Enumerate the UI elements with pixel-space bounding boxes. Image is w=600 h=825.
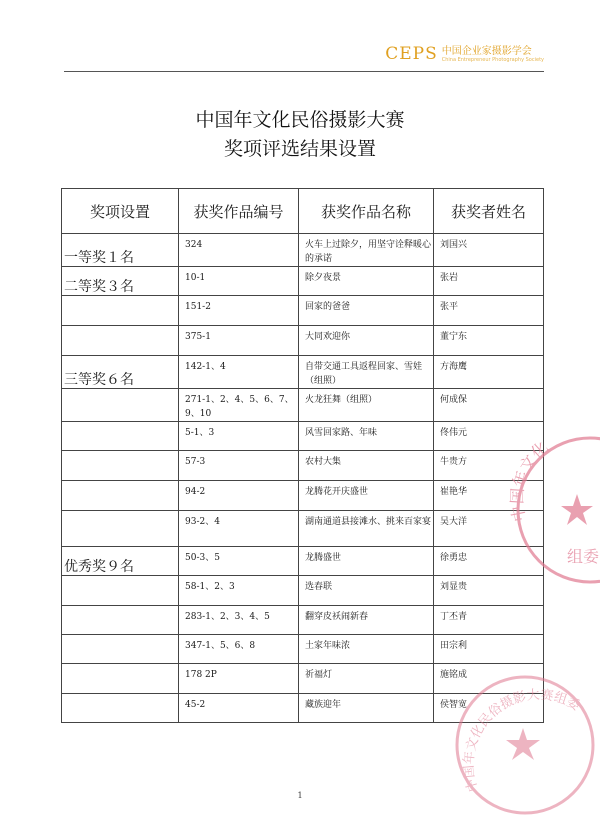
author-cell: 张岩 — [434, 267, 544, 296]
document-subtitle: 奖项评选结果设置 — [223, 138, 376, 160]
table-row — [62, 356, 544, 389]
entry-id-cell: 178 2P — [179, 664, 299, 694]
table-row — [62, 511, 544, 547]
entry-id-cell: 50-3、5 — [179, 547, 299, 576]
column-header-title: 获奖作品名称 — [299, 189, 434, 234]
entry-id-cell: 5-1、3 — [179, 422, 299, 451]
author-cell: 侯智宽 — [434, 694, 544, 723]
author-cell: 方海鹰 — [434, 356, 544, 389]
entry-title-cell: 土家年味浓 — [299, 635, 434, 664]
author-cell: 刘国兴 — [434, 234, 544, 267]
award-level-cell — [62, 481, 179, 511]
award-level-cell — [62, 451, 179, 481]
entry-title-cell: 藏族迎年 — [299, 694, 434, 723]
entry-id-cell: 57-3 — [179, 451, 299, 481]
table-row — [62, 267, 544, 296]
award-level-cell — [62, 576, 179, 606]
entry-title-cell: 龙腾花开庆盛世 — [299, 481, 434, 511]
author-cell: 吴大洋 — [434, 511, 544, 547]
page-number: 1 — [297, 791, 303, 800]
entry-id-cell: 347-1、5、6、8 — [179, 635, 299, 664]
table-row — [62, 389, 544, 422]
org-name-en: China Entrepreneur Photography Society — [441, 57, 544, 63]
table-header-row — [62, 189, 544, 234]
entry-title-cell: 龙腾盛世 — [299, 547, 434, 576]
entry-id-cell: 283-1、2、3、4、5 — [179, 606, 299, 635]
table-row — [62, 451, 544, 481]
entry-id-cell: 271-1、2、4、5、6、7、9、10 — [179, 389, 299, 422]
seal-upper-text: 中国年文化 — [507, 437, 552, 524]
entry-id-cell: 45-2 — [179, 694, 299, 723]
author-cell: 佟伟元 — [434, 422, 544, 451]
seal-upper-text-2: 组委 — [567, 547, 600, 566]
entry-id-cell: 10-1 — [179, 267, 299, 296]
table-row — [62, 234, 544, 267]
org-abbr: CEPS — [385, 44, 438, 64]
table-row — [62, 296, 544, 326]
author-cell: 刘显贵 — [434, 576, 544, 606]
entry-id-cell: 93-2、4 — [179, 511, 299, 547]
entry-title-cell: 大同欢迎你 — [299, 326, 434, 356]
author-cell: 徐勇忠 — [434, 547, 544, 576]
entry-id-cell: 151-2 — [179, 296, 299, 326]
table-row — [62, 422, 544, 451]
award-level-cell: 一等奖１名 — [62, 234, 179, 267]
entry-title-cell: 翻穿皮袄闹新春 — [299, 606, 434, 635]
award-level-cell — [62, 635, 179, 664]
column-header-level: 奖项设置 — [62, 189, 179, 234]
entry-title-cell: 除夕夜景 — [299, 267, 434, 296]
entry-title-cell: 火车上过除夕，用坚守诠释暖心的承诺 — [299, 234, 434, 267]
author-cell: 牛贵方 — [434, 451, 544, 481]
table-row — [62, 326, 544, 356]
award-rows — [62, 234, 544, 723]
table-row — [62, 694, 544, 723]
entry-title-cell: 祈福灯 — [299, 664, 434, 694]
award-level-cell — [62, 606, 179, 635]
table-row — [62, 606, 544, 635]
column-header-author: 获奖者姓名 — [434, 189, 544, 234]
seal-upper-star-icon — [561, 494, 593, 525]
header-rule — [64, 71, 544, 72]
award-level-cell — [62, 326, 179, 356]
award-level-cell: 优秀奖９名 — [62, 547, 179, 576]
seal-lower-star-icon — [506, 728, 540, 760]
entry-title-cell: 火龙狂舞（组照） — [299, 389, 434, 422]
table-row — [62, 664, 544, 694]
award-level-cell: 三等奖６名 — [62, 356, 179, 389]
org-names — [442, 46, 544, 63]
author-cell: 施铭成 — [434, 664, 544, 694]
award-level-cell — [62, 296, 179, 326]
award-level-cell — [62, 422, 179, 451]
entry-id-cell: 94-2 — [179, 481, 299, 511]
table-row — [62, 576, 544, 606]
award-level-cell — [62, 389, 179, 422]
org-name-cn: 中国企业家摄影学会 — [441, 46, 532, 57]
award-level-cell — [62, 511, 179, 547]
entry-id-cell: 375-1 — [179, 326, 299, 356]
table-row — [62, 547, 544, 576]
author-cell: 张平 — [434, 296, 544, 326]
entry-title-cell: 选春联 — [299, 576, 434, 606]
entry-id-cell: 58-1、2、3 — [179, 576, 299, 606]
awards-table — [61, 188, 544, 723]
entry-id-cell: 324 — [179, 234, 299, 267]
table-row — [62, 481, 544, 511]
seal-lower-text: 中国年文化民俗摄影大赛组委 — [461, 687, 583, 794]
entry-id-cell: 142-1、4 — [179, 356, 299, 389]
entry-title-cell: 自带交通工具返程回家、雪娃（组照） — [299, 356, 434, 389]
award-level-cell — [62, 664, 179, 694]
award-level-cell — [62, 694, 179, 723]
table-row — [62, 635, 544, 664]
award-level-cell: 二等奖３名 — [62, 267, 179, 296]
author-cell: 丁丕青 — [434, 606, 544, 635]
entry-title-cell: 风雪回家路、年味 — [299, 422, 434, 451]
author-cell: 董宁东 — [434, 326, 544, 356]
author-cell: 何成保 — [434, 389, 544, 422]
author-cell: 田宗利 — [434, 635, 544, 664]
author-cell: 崔艳华 — [434, 481, 544, 511]
column-header-id: 获奖作品编号 — [179, 189, 299, 234]
entry-title-cell: 农村大集 — [299, 451, 434, 481]
entry-title-cell: 回家的爸爸 — [299, 296, 434, 326]
document-title: 中国年文化民俗摄影大赛 — [195, 109, 405, 131]
entry-title-cell: 湖南通道县接滩水、挑来百家宴 — [299, 511, 434, 547]
org-logo — [385, 46, 544, 63]
